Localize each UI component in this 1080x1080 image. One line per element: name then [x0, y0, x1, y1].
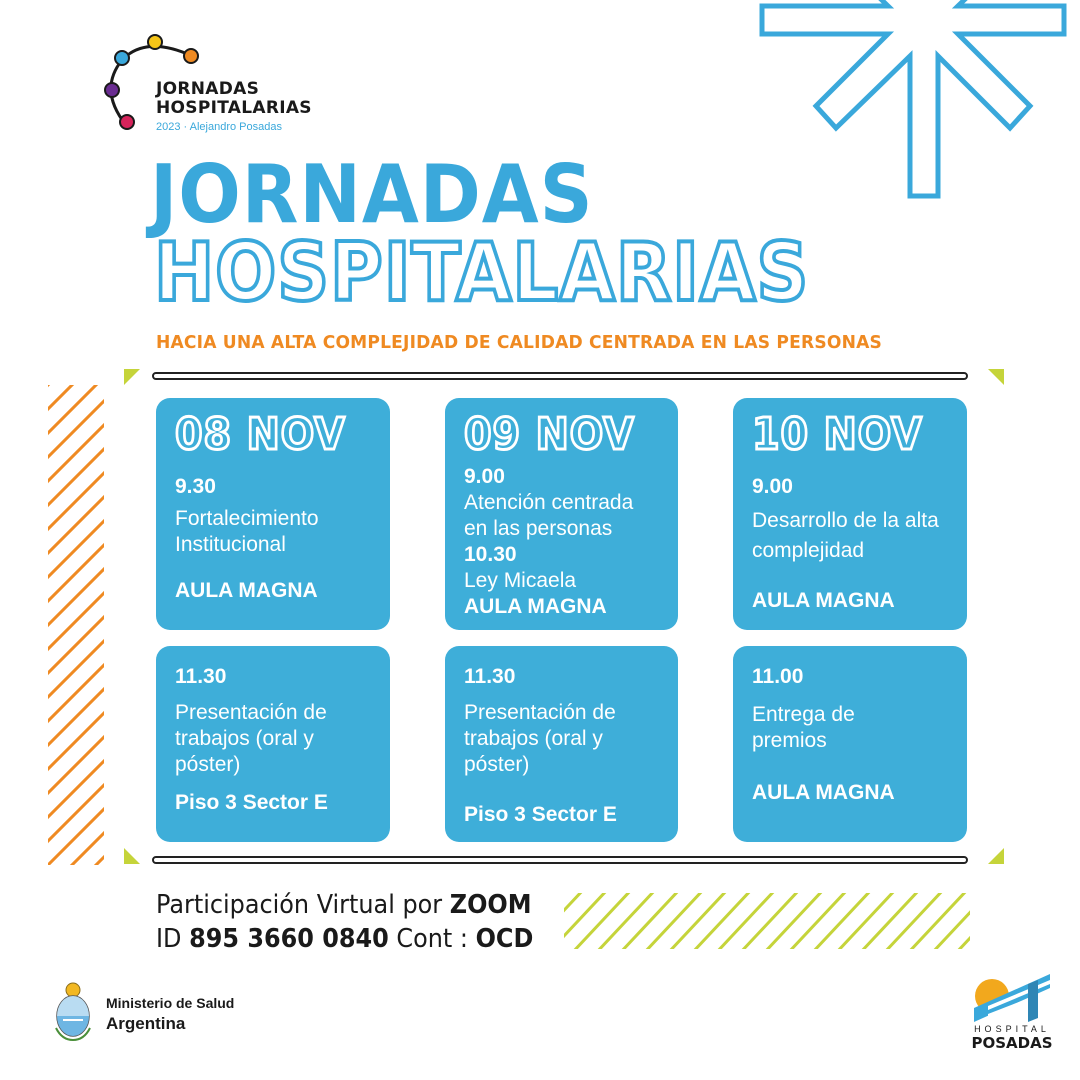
session-time: 11.30 — [464, 665, 516, 688]
zoom-prefix: Participación Virtual por — [156, 890, 443, 920]
day-date: 08 NOV — [175, 409, 346, 460]
session-time: 11.00 — [752, 665, 804, 688]
schedule-card-day3-late — [733, 646, 967, 842]
zoom-platform: ZOOM — [449, 890, 532, 920]
zoom-id-number: 895 3660 0840 — [189, 924, 389, 954]
day-date: 10 NOV — [752, 409, 923, 460]
session-location: AULA MAGNA — [752, 781, 895, 804]
session-time: 10.30 — [464, 543, 517, 566]
session-time: 9.30 — [175, 475, 216, 498]
day-date: 09 NOV — [464, 409, 635, 460]
tagline: HACIA UNA ALTA COMPLEJIDAD DE CALIDAD CENTRADA EN LAS PERSONAS — [156, 332, 883, 353]
session-time: 9.00 — [464, 465, 505, 488]
corner-triangle-icon — [988, 848, 1004, 864]
schedule-card-day1-late — [156, 646, 390, 842]
asterisk-decoration-icon — [740, 0, 1080, 210]
zoom-cont-label: Cont : — [396, 924, 468, 954]
hospital-posadas-logo-icon — [968, 968, 1058, 1024]
corner-triangle-icon — [124, 369, 140, 385]
session-location: AULA MAGNA — [175, 579, 318, 602]
schedule-card-day2-late — [445, 646, 678, 842]
session-location: AULA MAGNA — [464, 595, 607, 618]
session-location: AULA MAGNA — [752, 589, 895, 612]
zoom-cont-code: OCD — [475, 924, 534, 954]
session-time: 11.30 — [175, 665, 227, 688]
divider-top — [152, 372, 968, 380]
session-title: Fortalecimiento Institucional — [175, 507, 319, 556]
zoom-id-label: ID — [156, 924, 182, 954]
session-title: Desarrollo de la alta complejidad — [752, 509, 939, 562]
lime-stripes-icon — [564, 893, 970, 949]
session-title: Presentación de trabajos (oral y póster) — [464, 701, 616, 776]
session-title: Entrega de premios — [752, 703, 855, 752]
page-title-line2: HOSPITALARIAS — [154, 226, 810, 319]
ministerio-shield-icon — [50, 978, 96, 1046]
schedule-card-day1-morning — [156, 398, 390, 630]
logo-title: JORNADAS HOSPITALARIAS — [156, 79, 312, 118]
schedule-card-day2-morning — [445, 398, 678, 630]
session-time: 9.00 — [752, 475, 793, 498]
corner-triangle-icon — [988, 369, 1004, 385]
session-title: Atención centrada en las personas — [464, 491, 634, 540]
zoom-info — [156, 888, 533, 956]
session-title: Ley Micaela — [464, 569, 577, 592]
session-location: Piso 3 Sector E — [175, 791, 328, 814]
session-title: Presentación de trabajos (oral y póster) — [175, 701, 327, 776]
corner-triangle-icon — [124, 848, 140, 864]
logo-subtitle: 2023 · Alejandro Posadas — [156, 121, 282, 133]
schedule-card-day3-morning — [733, 398, 967, 630]
hospital-posadas-label: HOSPITAL POSADAS — [971, 1024, 1053, 1052]
session-location: Piso 3 Sector E — [464, 803, 617, 826]
ministerio-label: Ministerio de Salud Argentina — [106, 995, 235, 1033]
divider-bottom — [152, 856, 968, 864]
orange-stripes-icon — [48, 385, 104, 865]
page-title-line1: JORNADAS — [150, 148, 594, 241]
